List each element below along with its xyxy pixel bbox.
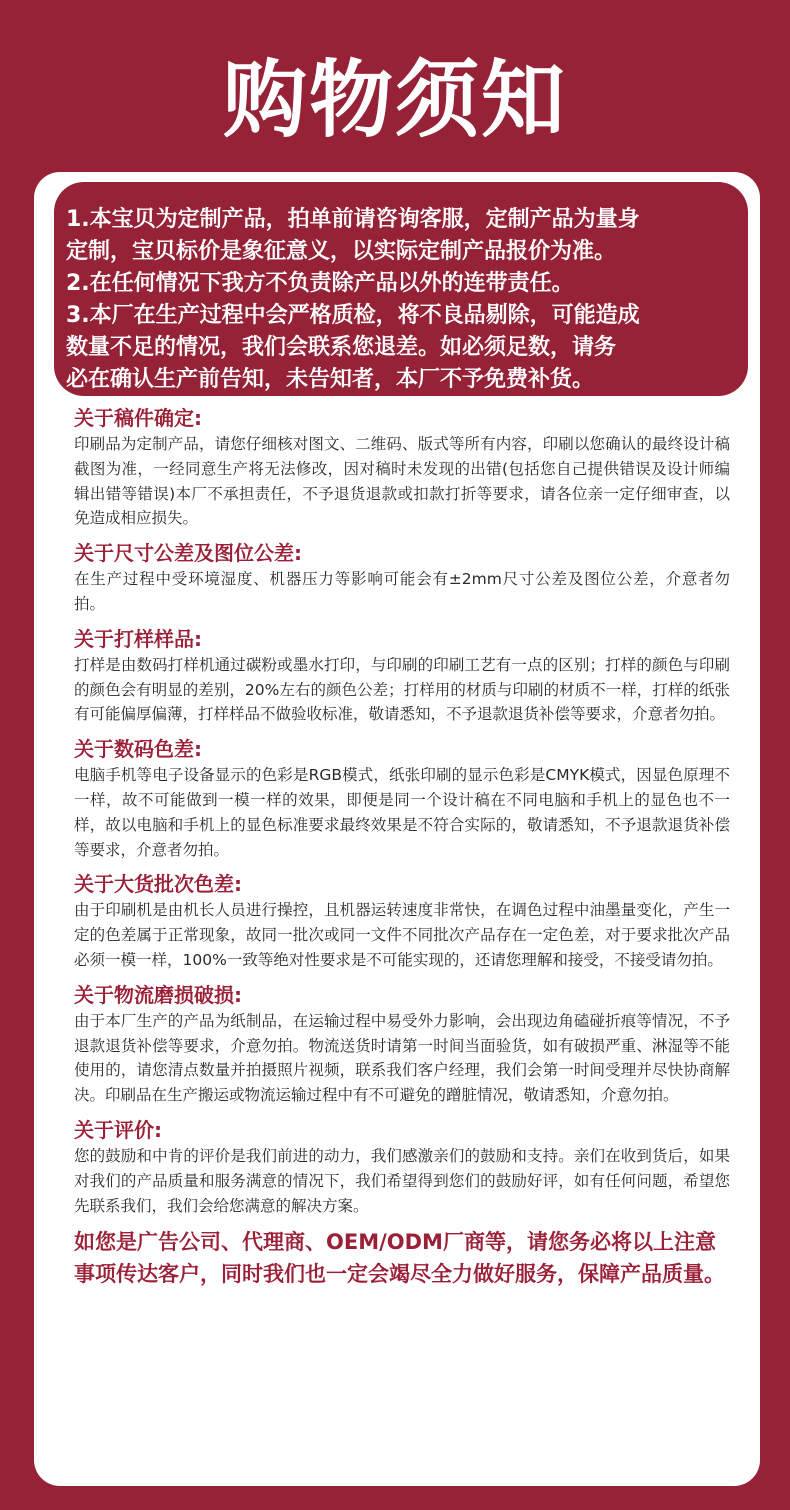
section-body: 印刷品为定制产品，请您仔细核对图文、二维码、版式等所有内容，印刷以您确认的最终设计稿截图为准，一经同意生产将无法修改，因对稿时未发现的出错(包括您自己提供错误及设计师编辑出错等错误)本厂不承担责任，不予退货退款或扣款打折等要求，请各位亲一定仔细审查，以免造成相应损失。 [74,435,730,528]
section-title: 关于大货批次色差: [74,872,242,897]
notice-line: 必在确认生产前告知，未告知者，本厂不予免费补货。 [66,367,595,392]
content-card [34,172,760,1486]
section-proof-samples [74,625,730,727]
section-body: 由于印刷机是由机长人员进行操控，且机器运转速度非常快，在调色过程中油墨量变化，产生一定的色差属于正常现象，故同一批次或同一文件不同批次产品存在一定色差，对于要求批次产品必须一模一样，100%一致等绝对性要求是不可能实现的，还请您理解和接受，不接受请勿拍。 [74,901,730,969]
notice-line: 3.本厂在生产过程中会严格质检，将不良品剔除，可能造成 [66,303,640,328]
section-reviews [74,1116,730,1218]
notice-line: 数量不足的情况，我们会联系您退差。如必须足数，请务 [66,335,617,360]
section-batch-color-difference [74,870,730,972]
section-manuscript-confirmation [74,404,730,531]
section-title: 关于物流磨损破损: [74,982,242,1007]
section-body: 由于本厂生产的产品为纸制品，在运输过程中易受外力影响，会出现边角磕碰折痕等情况，不予退款退货补偿等要求，介意勿拍。物流送货时请第一时间当面验货，如有破损严重、淋湿等不能使用的，请您清点数量并拍摄照片视频，联系我们客户经理，我们会第一时间受理并尽快协商解决。印刷品在生产搬运或物流运输过程中有不可避免的蹭脏情况，敬请悉知，介意勿拍。 [74,1011,730,1105]
section-body: 电脑手机等电子设备显示的色彩是RGB模式，纸张印刷的显示色彩是CMYK模式，因显色原理不一样，故不可能做到一模一样的效果，即便是同一个设计稿在不同电脑和手机上的显色也不一样，故以电脑和手机上的显色标准要求最终效果是不符合实际的，敬请悉知，不予退款退货补偿等要求，介意者勿拍。 [74,766,730,859]
closing-statement: 如您是广告公司、代理商、OEM/ODM厂商等，请您务必将以上注意事项传达客户，同时我们也一定会竭尽全力做好服务，保障产品质量。 [74,1230,725,1287]
section-digital-color-difference [74,735,730,862]
section-title: 关于评价: [74,1117,162,1142]
notice-line: 定制，宝贝标价是象征意义，以实际定制产品报价为准。 [66,239,617,264]
section-size-tolerance [74,539,730,617]
page-title: 购物须知 [222,51,567,149]
section-shipping-damage [74,981,730,1108]
policy-sections [74,404,730,1290]
section-title: 关于尺寸公差及图位公差: [74,541,302,566]
section-title: 关于打样样品: [74,626,202,651]
important-notice-box [54,182,748,396]
notice-line: 2.在任何情况下我方不负责除产品以外的连带责任。 [66,271,574,296]
section-body: 在生产过程中受环境湿度、机器压力等影响可能会有±2mm尺寸公差及图位公差，介意者勿拍。 [74,570,730,613]
notice-line: 1.本宝贝为定制产品，拍单前请咨询客服，定制产品为量身 [66,207,640,232]
section-title: 关于数码色差: [74,737,202,762]
section-title: 关于稿件确定: [74,406,202,430]
section-body: 您的鼓励和中肯的评价是我们前进的动力，我们感激亲们的鼓励和支持。亲们在收到货后，如果对我们的产品质量和服务满意的情况下，我们希望得到您们的鼓励好评，如有任何问题，希望您先联系我们，我们会给您满意的解决方案。 [74,1146,730,1215]
section-body: 打样是由数码打样机通过碳粉或墨水打印，与印刷的印刷工艺有一点的区别；打样的颜色与印刷的颜色会有明显的差别，20%左右的颜色公差；打样用的材质与印刷的材质不一样，打样的纸张有可能偏厚偏薄，打样样品不做验收标准，敬请悉知，不予退款退货补偿等要求，介意者勿拍。 [74,655,730,724]
